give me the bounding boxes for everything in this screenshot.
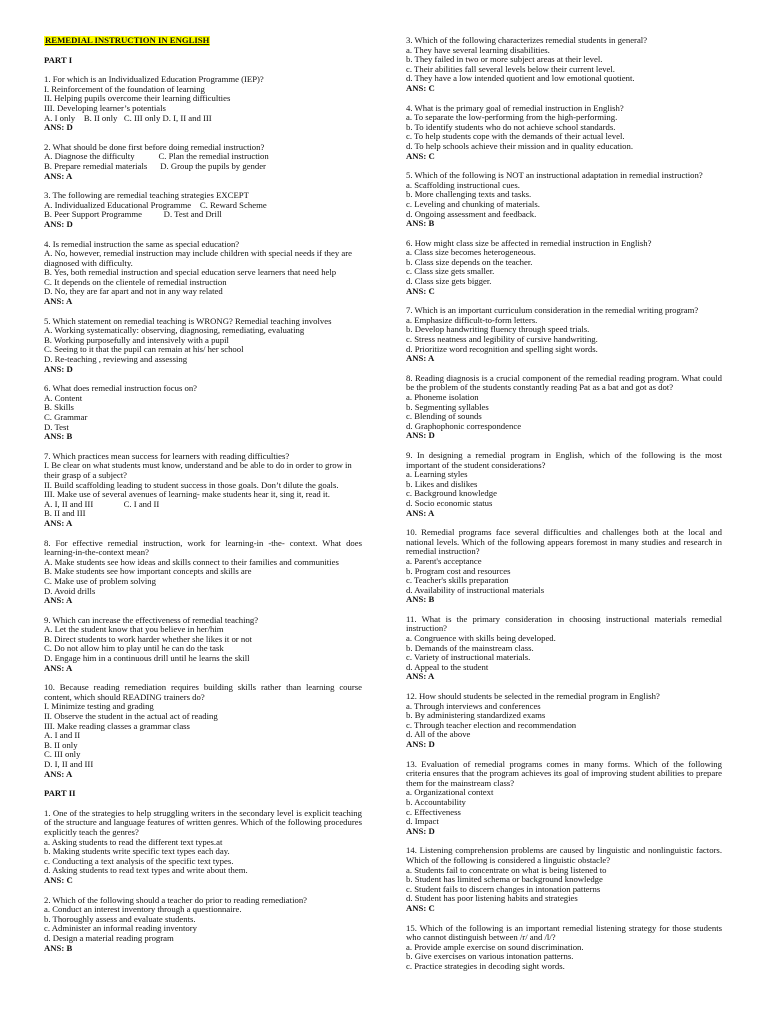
answer-option: a. Organizational context — [406, 787, 494, 798]
question-block — [406, 692, 722, 750]
answer-option: B. Skills — [44, 402, 74, 413]
answer-option: B. II and III — [44, 508, 86, 519]
answer-option: b. Thoroughly assess and evaluate students. — [44, 913, 196, 924]
answer-key: ANS: A — [44, 662, 73, 673]
question-text: 6. What does remedial instruction focus on? — [44, 383, 198, 394]
answer-option: D. I, II and III — [44, 759, 94, 769]
answer-key: ANS: B — [44, 942, 73, 953]
document-title: REMEDIAL INSTRUCTION IN ENGLISH — [45, 35, 210, 45]
question-block — [406, 104, 722, 162]
answer-option: A. I only B. II only C. III only D. I, II and III — [44, 112, 212, 123]
question-text: 9. Which can increase the effectiveness of remedial teaching? — [44, 614, 259, 625]
answer-option: a. Students fail to concentrate on what is being listened to — [406, 864, 607, 875]
question-block — [406, 846, 722, 913]
question-text: 11. What is the primary consideration in choosing instructional materials remedial instruction? — [406, 613, 722, 634]
answer-key: ANS: A — [406, 671, 435, 682]
question-block — [44, 75, 362, 133]
answer-key: ANS: A — [406, 507, 435, 518]
answer-key: ANS: A — [44, 768, 73, 779]
answer-key: ANS: D — [44, 363, 73, 374]
answer-option: I. Be clear on what students must know, understand and be able to do in order to grow in their grasp of a subject? — [44, 460, 352, 480]
answer-option: A. I, II and III C. I and II — [44, 498, 160, 509]
answer-option: c. Practice strategies in decoding sight words. — [406, 960, 565, 971]
answer-option: C. Do not allow him to play until he can do the task — [44, 643, 224, 654]
answer-option: A. I and II — [44, 730, 81, 741]
answer-key: ANS: C — [44, 874, 73, 885]
answer-option: c. Class size gets smaller. — [406, 266, 495, 277]
question-block — [406, 451, 722, 518]
answer-option: a. Parent's acceptance — [406, 555, 482, 566]
question-text: 2. Which of the following should a teacher do prior to reading remediation? — [44, 894, 308, 905]
answer-key: ANS: B — [44, 431, 73, 442]
question-text: 3. The following are remedial teaching strategies EXCEPT — [44, 190, 249, 201]
question-block — [406, 615, 722, 682]
question-text: 8. For effective remedial instruction, work for learning-in -the- context. What does learning-in-the-context mean? — [44, 537, 362, 558]
question-text: 9. In designing a remedial program in English, which of the following is the most important of the student considerations? — [406, 449, 722, 470]
answer-key: ANS: D — [44, 122, 73, 133]
question-text: 3. Which of the following characterizes remedial students in general? — [406, 35, 648, 45]
answer-key: ANS: A — [44, 517, 73, 528]
answer-option: A. Let the student know that you believe in her/him — [44, 624, 224, 635]
answer-option: B. Direct students to work harder whether she likes it or not — [44, 633, 252, 644]
question-block — [44, 143, 362, 181]
answer-option: D. Avoid drills — [44, 585, 96, 596]
answer-option: b. Making students write specific text types each day. — [44, 846, 230, 857]
answer-option: a. Provide ample exercise on sound discrimination. — [406, 941, 584, 952]
answer-option: I. Reinforcement of the foundation of learning — [44, 83, 205, 94]
answer-option: c. Blending of sounds — [406, 411, 482, 422]
question-block — [44, 384, 362, 442]
answer-option: d. All of the above — [406, 729, 471, 740]
answer-option: a. They have several learning disabilities. — [406, 44, 550, 55]
answer-option: B. Make students see how important concepts and skills are — [44, 566, 252, 577]
answer-option: I. Minimize testing and grading — [44, 701, 154, 712]
question-text: 12. How should students be selected in the remedial program in English? — [406, 691, 660, 702]
question-block — [406, 924, 722, 972]
answer-option: B. Peer Support Programme D. Test and Drill — [44, 209, 222, 220]
answer-option: b. Give exercises on various intonation patterns. — [406, 951, 574, 962]
answer-option: D. Test — [44, 421, 69, 432]
answer-key: ANS: A — [44, 595, 73, 606]
answer-key: ANS: C — [406, 285, 435, 296]
answer-option: a. Congruence with skills being developed. — [406, 633, 556, 644]
question-block — [44, 240, 362, 307]
answer-option: C. Grammar — [44, 412, 88, 422]
section-title: PART I — [44, 54, 73, 65]
answer-option: b. Student has limited schema or background knowledge — [406, 874, 603, 885]
question-block — [406, 374, 722, 441]
answer-option: c. Effectiveness — [406, 806, 461, 817]
answer-option: c. Background knowledge — [406, 488, 497, 499]
question-text: 15. Which of the following is an important remedial listening strategy for those students who cannot distinguish between /r/ and /l/? — [406, 922, 722, 943]
answer-option: a. Asking students to read the different text types.at — [44, 836, 223, 847]
section-title: PART II — [44, 788, 76, 799]
question-text: 1. One of the strategies to help struggling writers in the secondary level is explicit teaching of the structure and language features of written genres. Which of the following procedures explicitly teach the genres? — [44, 807, 362, 837]
answer-option: c. Conducting a text analysis of the specific text types. — [44, 855, 234, 866]
answer-option: D. Engage him in a continuous drill until he learns the skill — [44, 653, 250, 664]
answer-option: a. Scaffolding instructional cues. — [406, 179, 520, 190]
answer-key: ANS: D — [406, 739, 435, 749]
answer-option: III. Make use of several avenues of learning- make students hear it, sing it, read it. — [44, 489, 330, 500]
answer-option: c. Variety of instructional materials. — [406, 652, 531, 663]
answer-option: b. Likes and dislikes — [406, 478, 478, 489]
answer-option: b. Accountability — [406, 796, 466, 807]
question-block — [44, 317, 362, 375]
answer-key: ANS: D — [406, 825, 435, 836]
answer-option: a. To separate the low-performing from the high-performing. — [406, 112, 618, 123]
answer-option: b. Program cost and resources — [406, 565, 511, 576]
answer-option: c. Administer an informal reading inventory — [44, 923, 197, 934]
answer-option: II. Build scaffolding leading to student success in those goals. Don’t dilute the goals. — [44, 479, 339, 490]
answer-key: ANS: A — [406, 353, 435, 364]
answer-option: c. Their abilities fall several levels below their current level. — [406, 63, 615, 74]
answer-option: III. Make reading classes a grammar class — [44, 720, 190, 731]
answer-key: ANS: A — [44, 170, 73, 181]
answer-option: d. Graphophonic correspondence — [406, 420, 522, 431]
answer-option: B. II only — [44, 739, 78, 750]
answer-option: b. Demands of the mainstream class. — [406, 642, 534, 653]
answer-key: ANS: B — [406, 218, 435, 229]
answer-option: c. Teacher's skills preparation — [406, 575, 509, 586]
question-text: 13. Evaluation of remedial programs comes in many forms. Which of the following criteria ensures that the program achieves its goal of improving student abilities to prepare them for the mainstream class? — [406, 758, 722, 788]
answer-option: c. Student fails to discern changes in intonation patterns — [406, 883, 601, 894]
answer-key: ANS: C — [406, 82, 435, 93]
question-block — [44, 452, 362, 529]
left-column — [44, 36, 362, 963]
answer-option: d. Socio economic status — [406, 497, 493, 508]
answer-option: II. Observe the student in the actual act of reading — [44, 711, 218, 722]
answer-option: b. Develop handwriting fluency through speed trials. — [406, 324, 590, 335]
answer-option: B. Yes, both remedial instruction and special education serve learners that need help — [44, 267, 337, 278]
answer-option: D. Re-teaching , reviewing and assessing — [44, 354, 188, 365]
answer-option: B. Prepare remedial materials D. Group the pupils by gender — [44, 160, 266, 171]
answer-option: II. Helping pupils overcome their learning difficulties — [44, 93, 231, 104]
question-text: 7. Which is an important curriculum consideration in the remedial writing program? — [406, 305, 699, 316]
question-text: 5. Which statement on remedial teaching is WRONG? Remedial teaching involves — [44, 315, 332, 326]
answer-key: ANS: C — [406, 902, 435, 913]
answer-option: a. Conduct an interest inventory through a questionnaire. — [44, 904, 242, 915]
answer-option: d. Design a material reading program — [44, 932, 174, 943]
answer-option: c. Leveling and chunking of materials. — [406, 198, 540, 209]
answer-option: A. Individualized Educational Programme C. Reward Scheme — [44, 199, 267, 210]
answer-option: c. Stress neatness and legibility of cursive handwriting. — [406, 334, 598, 345]
question-block — [44, 896, 362, 954]
question-text: 4. What is the primary goal of remedial instruction in English? — [406, 102, 624, 113]
answer-option: A. No, however, remedial instruction may include children with special needs if they are diagnosed with difficulty. — [44, 248, 352, 268]
question-block — [44, 683, 362, 779]
answer-option: a. Through interviews and conferences — [406, 700, 541, 711]
answer-key: ANS: A — [44, 296, 73, 307]
question-text: 2. What should be done first before doing remedial instruction? — [44, 141, 265, 152]
question-block — [406, 528, 722, 605]
answer-option: A. Make students see how ideas and skills connect to their families and communities — [44, 556, 339, 567]
question-text: 1. For which is an Individualized Education Programme (IEP)? — [44, 74, 264, 85]
answer-option: A. Content — [44, 392, 83, 403]
answer-option: d. To help schools achieve their mission and in quality education. — [406, 140, 633, 151]
answer-option: b. Segmenting syllables — [406, 401, 489, 412]
answer-option: a. Class size becomes heterogeneous. — [406, 247, 536, 258]
answer-key: ANS: D — [406, 430, 435, 441]
answer-option: a. Emphasize difficult-to-form letters. — [406, 314, 538, 325]
answer-option: d. Prioritize word recognition and spelling sight words. — [406, 343, 598, 354]
answer-key: ANS: D — [44, 218, 73, 229]
answer-option: d. Impact — [406, 816, 439, 827]
answer-option: C. Make use of problem solving — [44, 575, 156, 586]
answer-option: b. By administering standardized exams — [406, 710, 546, 721]
question-text: 8. Reading diagnosis is a crucial component of the remedial reading program. What could be the problem of the students constantly reading Pat as a bat and got as dot? — [406, 372, 722, 393]
answer-option: b. More challenging texts and tasks. — [406, 189, 532, 200]
answer-option: b. To identify students who do not achieve school standards. — [406, 121, 616, 132]
question-block — [406, 239, 722, 297]
answer-option: c. To help students cope with the demands of their actual level. — [406, 131, 625, 142]
answer-option: C. Seeing to it that the pupil can remain at his/ her school — [44, 344, 244, 355]
answer-key: ANS: C — [406, 150, 435, 161]
answer-option: d. They have a low intended quotient and low emotional quotient. — [406, 73, 635, 84]
answer-option: d. Asking students to read text types and write about them. — [44, 865, 248, 876]
question-text: 5. Which of the following is NOT an instructional adaptation in remedial instruction? — [406, 170, 703, 181]
answer-option: C. III only — [44, 749, 81, 760]
answer-option: a. Learning styles — [406, 469, 468, 480]
answer-option: b. They failed in two or more subject areas at their level. — [406, 54, 603, 65]
answer-option: III. Developing learner’s potentials — [44, 102, 166, 113]
answer-option: d. Class size gets bigger. — [406, 276, 492, 287]
question-block — [44, 809, 362, 886]
answer-option: D. No, they are far apart and not in any way related — [44, 286, 223, 297]
question-block — [44, 616, 362, 674]
question-block — [44, 539, 362, 606]
answer-option: d. Availability of instructional materials — [406, 584, 545, 595]
question-text: 14. Listening comprehension problems are caused by linguistic and nonlinguistic factors. Which of the following is considered a linguistic obstacle? — [406, 845, 722, 865]
question-text: 7. Which practices mean success for learners with reading difficulties? — [44, 450, 290, 461]
answer-option: d. Ongoing assessment and feedback. — [406, 208, 537, 219]
question-block — [406, 760, 722, 837]
question-block — [406, 306, 722, 364]
question-text: 4. Is remedial instruction the same as special education? — [44, 238, 240, 249]
right-column — [406, 36, 722, 981]
answer-key: ANS: B — [406, 594, 435, 605]
answer-option: A. Working systematically: observing, diagnosing, remediating, evaluating — [44, 325, 305, 336]
answer-option: A. Diagnose the difficulty C. Plan the remedial instruction — [44, 151, 269, 162]
answer-option: d. Appeal to the student — [406, 661, 489, 672]
answer-option: d. Student has poor listening habits and strategies — [406, 893, 578, 904]
answer-option: B. Working purposefully and intensively with a pupil — [44, 334, 229, 345]
answer-option: b. Class size depends on the teacher. — [406, 256, 533, 267]
question-text: 6. How might class size be affected in remedial instruction in English? — [406, 237, 652, 248]
answer-option: C. It depends on the clientele of remedial instruction — [44, 276, 227, 287]
question-text: 10. Because reading remediation requires building skills rather than learning course content, which should READING trainers do? — [44, 682, 362, 702]
answer-option: a. Phoneme isolation — [406, 392, 479, 402]
question-block — [406, 36, 722, 94]
question-block — [44, 191, 362, 229]
question-block — [406, 171, 722, 229]
question-text: 10. Remedial programs face several difficulties and challenges both at the local and national levels. Which of the following appears foremost in many studies and research in remedial instruction? — [406, 527, 722, 557]
answer-option: c. Through teacher election and recommendation — [406, 719, 577, 730]
